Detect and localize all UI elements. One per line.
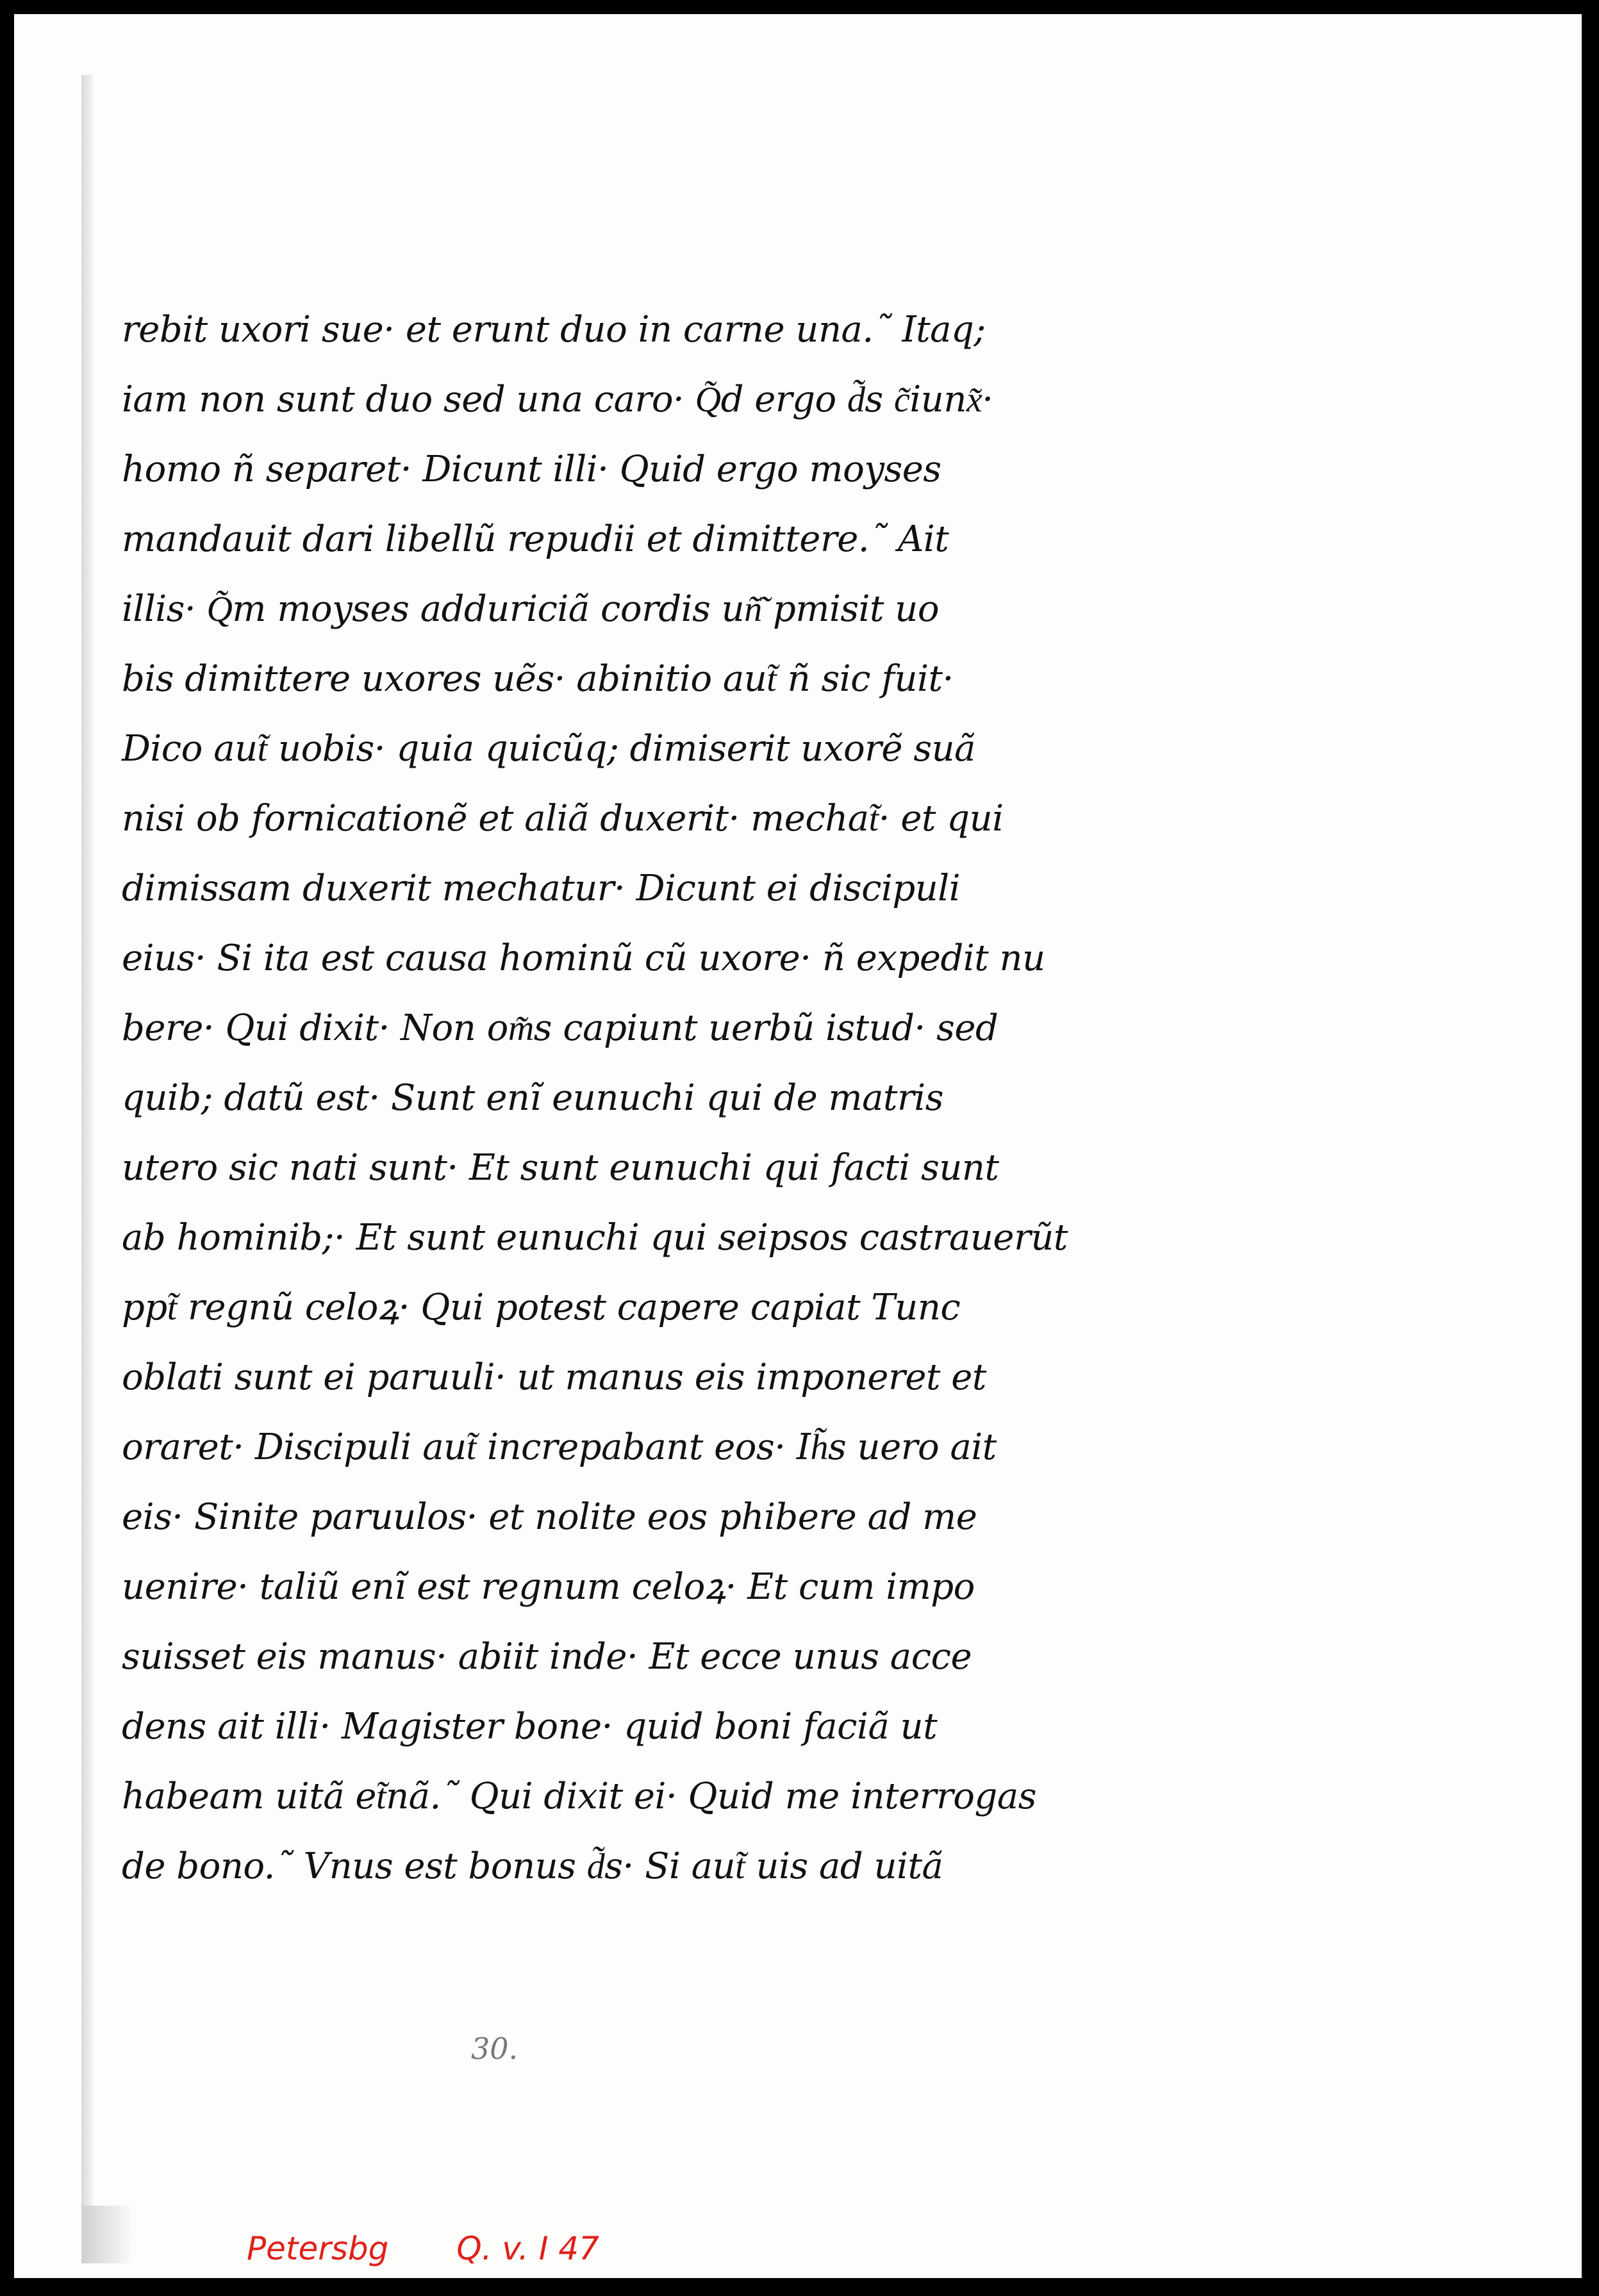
text-line: habeam uitã et͂nã.˜ Qui dixit ei· Quid me interrogas — [122, 1776, 1036, 1817]
text-line: bis dimittere uxores uẽs· abinitio aut͂ ñ sic fuit· — [122, 658, 954, 700]
shelfmark-signature: Q. v. I 47 — [456, 2230, 599, 2267]
text-line: eis· Sinite paruulos· et nolite eos phibere ad me — [122, 1496, 977, 1538]
text-line: ab hominib;· Et sunt eunuchi qui seipsos castrauerũt — [122, 1217, 1068, 1259]
text-line: dimissam duxerit mechatur· Dicunt ei discipuli — [122, 868, 961, 909]
text-line: iam non sunt duo sed una caro· Q͂d ergo d͂s c͂iunx͂· — [122, 379, 993, 420]
text-line: de bono.˜ Vnus est bonus d͂s· Si aut͂ uis ad uitã — [122, 1846, 943, 1887]
manuscript-text-block — [122, 295, 1068, 1901]
text-line: eius· Si ita est causa hominũ cũ uxore· ñ expedit nu — [122, 937, 1045, 979]
text-line: oraret· Discipuli aut͂ increpabant eos· Ih͂s uero ait — [122, 1426, 997, 1468]
text-line: uenire· taliũ enĩ est regnum celoꝝ· Et cum impo — [122, 1566, 975, 1608]
text-line: ppt͂ regnũ celoꝝ· Qui potest capere capiat Tunc — [122, 1287, 961, 1328]
text-line: suisset eis manus· abiit inde· Et ecce unus acce — [122, 1636, 972, 1678]
shelfmark-city: Petersbg — [247, 2230, 389, 2267]
text-line: Dico aut͂ uobis· quia quicũq; dimiserit uxorẽ suã — [122, 728, 976, 770]
text-line: nisi ob fornicationẽ et aliã duxerit· mechat͂· et qui — [122, 798, 1004, 839]
text-line: homo ñ separet· Dicunt illi· Quid ergo moyses — [122, 449, 941, 490]
binding-shadow — [81, 75, 93, 2260]
text-line: illis· Q͂m moyses adduriciã cordis uñ͂ pmisit uo — [122, 588, 940, 630]
text-line: oblati sunt ei paruuli· ut manus eis imponeret et — [122, 1357, 986, 1398]
text-line: utero sic nati sunt· Et sunt eunuchi qui facti sunt — [122, 1147, 999, 1189]
corner-shadow — [81, 2206, 133, 2263]
text-line: quib; datũ est· Sunt enĩ eunuchi qui de matris — [122, 1077, 943, 1119]
text-line: dens ait illi· Magister bone· quid boni faciã ut — [122, 1706, 938, 1747]
text-line: rebit uxori sue· et erunt duo in carne una.˜ Itaq; — [122, 309, 986, 351]
text-line: bere· Qui dixit· Non om͂s capiunt uerbũ istud· sed — [122, 1007, 998, 1049]
page-number: 30. — [471, 2031, 518, 2066]
text-line: mandauit dari libellũ repudii et dimittere.˜ Ait — [122, 518, 949, 560]
shelfmark-annotation — [247, 2230, 599, 2267]
